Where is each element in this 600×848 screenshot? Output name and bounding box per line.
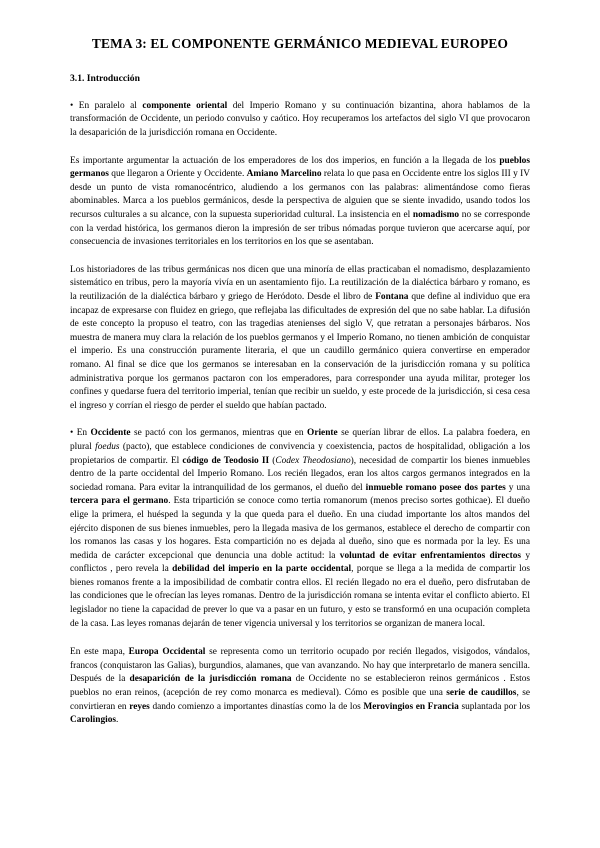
emphasis-bold: Carolingios — [70, 715, 117, 726]
text-run: del Imperio Romano y su continuación bizantina, ahora hablamos de la transformación de Occidente, un periodo convulso y caótico. Hoy recuperamos los artefactos del siglo VI que provocaron la desaparición de la jurisdicción romana en Occidente. — [70, 100, 531, 139]
text-run: y conflictos , pero revela la — [70, 550, 530, 575]
text-run: y una — [505, 482, 530, 493]
emphasis-bold: Europa Occidental — [128, 647, 206, 658]
text-run: que llegaron a Oriente y Occidente. — [108, 169, 247, 180]
page-title: TEMA 3: EL COMPONENTE GERMÁNICO MEDIEVAL EUROPEO — [91, 36, 509, 51]
emphasis-bold: desaparición de la jurisdicción romana — [129, 674, 292, 685]
text-run: que define al individuo que era incapaz de expresarse con fluidez en griego, que reflejaba las dificultades de expresión del que no sabe hablar. La difusión de este concepto la propuso el teatro, con las tragedias atenienses del siglo V, que retratan a personajes bárbaros. Nos muestra de manera muy clara la relación de los pueblos germanos y el Imperio Romano, no tienen ambición de conquistar el imperio. Es una construcción puramente literaria, el que un caudillo germánico quiera convertirse en emperador romano. Al final se dice que los germanos se interesaban en la conservación de la jurisdicción romana y su política administrativa porque los germanos pactaron con los emperadores, para corresponder una ayuda militar, proteger los confines y quedarse fuera del territorio imperial, tenían que recibir un sueldo, y este procede de la jurisdicción, si cesa cesa el ingreso y corrían el riesgo de perder el sueldo que habían pactado. — [70, 292, 531, 411]
text-run: ), necesidad de compartir los bienes inmuebles dentro de la parte occidental del Imperio Romano. Los recién llegados, eran los altos cargos germanos integrados en la sociedad romana. Para evitar la intranquilidad de los germanos, el dueño del — [70, 455, 530, 493]
emphasis-bold: Oriente — [307, 428, 338, 439]
text-run: , porque se llega a la medida de compartir los bienes romanos frente a la imposibilidad de combatir contra ellos. El recién llegado no era el dueño, pero disfrutaban de las condiciones que le ofrecían las leyes romanas. Dentro de la jurisdicción romana se intenta evitar el conflicto abierto. El legislador no tiene la capacidad de prever lo que va a pasar en un futuro, y esto se transformó en una ocupación completa de la casa. Las leyes romanas dejarán de tener vigencia universal y los territorios se organizan de manera local. — [70, 564, 530, 629]
emphasis-bold: Merovingios en Francia — [363, 701, 459, 712]
text-run: se querían librar de ellos. La palabra foedera, en plural — [70, 428, 530, 452]
emphasis-bold: nomadismo — [412, 210, 460, 221]
paragraph-1 — [70, 100, 530, 141]
text-run: En este mapa, — [70, 647, 129, 658]
paragraph-3 — [70, 264, 530, 414]
emphasis-bold: inmueble romano posee dos partes — [365, 482, 506, 493]
text-run: , se convirtieran en — [70, 688, 530, 712]
text-run: ( — [269, 455, 276, 466]
emphasis-bold: serie de caudillos — [446, 688, 517, 699]
emphasis-bold: pueblos germanos — [70, 155, 530, 180]
paragraph-5 — [70, 646, 530, 728]
emphasis-bold: código de Teodosio II — [182, 455, 270, 466]
emphasis-italic: Codex Theodosiano — [275, 455, 351, 466]
emphasis-bold: Fontana — [375, 292, 409, 303]
bullet-marker: • — [70, 428, 74, 439]
emphasis-bold: tercera para el germano — [70, 496, 169, 507]
emphasis-italic: foedus — [95, 441, 120, 452]
bullet-marker: • — [70, 100, 74, 111]
text-run: (pacto), que establece condiciones de convivencia y coexistencia, pactos de hospitalidad, obligación a los propietarios de compartir. El — [70, 441, 530, 466]
text-run: En — [73, 428, 91, 439]
text-run: de Occidente no se establecieron reinos germánicos . Estos pueblos no eran reinos, (acepción de rey como monarca es medieval). Cómo es posible que una — [70, 674, 530, 699]
text-run: dando comienzo a importantes dinastías como la de los — [149, 701, 364, 712]
text-run: Los historiadores de las tribus germánicas nos dicen que una minoría de ellas practicaban el nomadismo, desplazamiento sistemático en tribus, pero la mayoría vivía en un asentamiento fijo. La reutilización de la dialéctica bárbaro y romano, es la reutilización de la dialéctica bárbaro y griego de Heródoto. Desde el libro de — [70, 264, 530, 303]
paragraph-4 — [70, 427, 530, 631]
text-run: Es importante argumentar la actuación de los emperadores de los dos imperios, en función a la llegada de los — [70, 155, 500, 166]
emphasis-bold: reyes — [129, 701, 150, 712]
emphasis-bold: voluntad de evitar enfrentamientos directos — [339, 550, 522, 561]
emphasis-bold: Amiano Marcelino — [246, 169, 322, 180]
text-run: En paralelo al — [73, 100, 143, 111]
emphasis-bold: debilidad del imperio en la parte occidental — [172, 564, 352, 575]
paragraph-2 — [70, 155, 530, 250]
text-run: se representa como un territorio ocupado por recién llegados, visigodos, vándalos, francos (conquistaron las Galias), burgundios, alamanes, que van avanzando. No hay que interpretarlo de manera sencilla. Después de la — [70, 647, 531, 685]
emphasis-bold: componente oriental — [142, 100, 228, 111]
text-run: . Esta tripartición se conoce como tertia romanorum (menos preciso sortes gothicae). El dueño elige la primera, el huésped la segunda y la que queda para el dueño. En una ciudad importante los altos mandos del ejército disponen de sus bienes inmuebles, pero la llegada masiva de los germanos, establece el derecho de compartir con los romanos las casas y los hogares. Esta compartición no es dejada al dueño, sino que es normada por la ley. Es una medida de carácter excepcional que denuncia una doble actitud: la — [70, 496, 530, 561]
section-heading-introduccion: 3.1. Introducción — [70, 73, 140, 85]
text-run: . — [116, 715, 119, 726]
emphasis-bold: Occidente — [90, 428, 131, 439]
text-run: relata lo que pasa en Occidente entre los siglos III y IV desde un punto de vista romanocéntrico, aludiendo a los germanos con las palabras: alimentándose como fieras abominables. Marca a los pueblos germánicos, desde la perspectiva de alguien que se siente invadido, usando todos los recursos culturales a su alcance, con la supuesta superioridad cultural. La insistencia en el — [70, 169, 530, 221]
text-run: suplantada por los — [458, 701, 531, 712]
text-run: se pactó con los germanos, mientras que en — [130, 428, 308, 439]
text-run: no se corresponde con la verdad histórica, los germanos dieron la impresión de ser tribus nómadas porque tuvieron que acercarse aquí, por consecuencia de invasiones territoriales en los territorios en los que se asentaban. — [70, 210, 530, 248]
